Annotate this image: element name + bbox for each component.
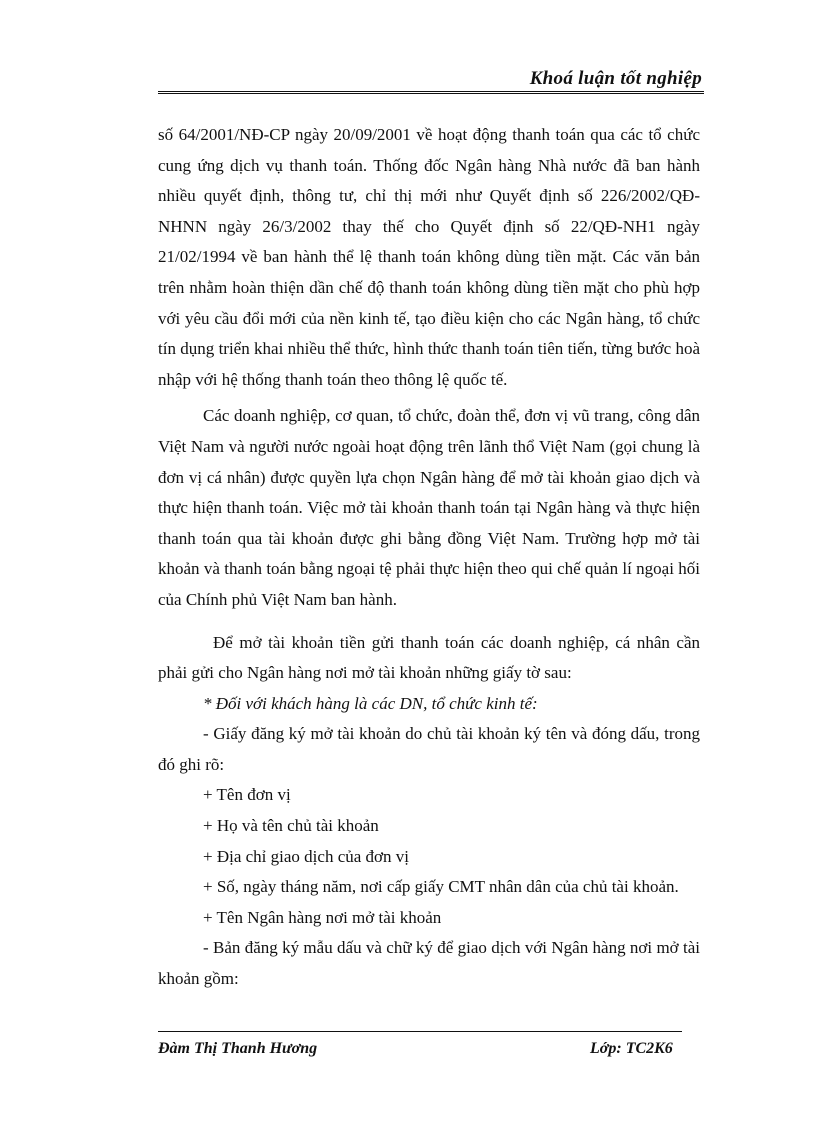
- page-header: [158, 66, 704, 94]
- footer-rule: [158, 1031, 682, 1032]
- document-body: [158, 120, 700, 995]
- paragraph-account-opening-rights: Các doanh nghiệp, cơ quan, tổ chức, đoàn thể, đơn vị vũ trang, công dân Việt Nam và người nước ngoài hoạt động trên lãnh thổ Việt Nam (gọi chung là đơn vị cá nhân) được quyền lựa chọn Ngân hàng để mở tài khoản giao dịch và thực hiện thanh toán. Việc mở tài khoản thanh toán tại Ngân hàng và thực hiện thanh toán qua tài khoản được ghi bằng đồng Việt Nam. Trường hợp mở tài khoản và thanh toán bằng ngoại tệ phải thực hiện theo qui chế quản lí ngoại hối của Chính phủ Việt Nam ban hành.: [158, 406, 700, 609]
- header-rule: [158, 91, 704, 94]
- list-item: + Tên đơn vị: [203, 785, 291, 805]
- paragraph-continuation: số 64/2001/NĐ-CP ngày 20/09/2001 về hoạt động thanh toán qua các tổ chức cung ứng dịch vụ thanh toán. Thống đốc Ngân hàng Nhà nước đã ban hành nhiều quyết định, thông tư, chỉ thị mới như Quyết định số 226/2002/QĐ-NHNN ngày 26/3/2002 thay thế cho Quyết định số 22/QĐ-NH1 ngày 21/02/1994 về ban hành thể lệ thanh toán không dùng tiền mặt. Các văn bản trên nhằm hoàn thiện dần chế độ thanh toán không dùng tiền mặt cho phù hợp với yêu cầu đổi mới của nền kinh tế, tạo điều kiện cho các Ngân hàng, tổ chức tín dụng triển khai nhiều thể thức, hình thức thanh toán tiên tiến, từng bước hoà nhập với hệ thống thanh toán theo thông lệ quốc tế.: [158, 125, 700, 389]
- paragraph-signature-registration: - Bản đăng ký mẫu dấu và chữ ký để giao dịch với Ngân hàng nơi mở tài khoản gồm:: [158, 938, 700, 989]
- subheading-enterprise-customers: * Đối với khách hàng là các DN, tổ chức kinh tế:: [203, 693, 538, 713]
- footer-author: Đàm Thị Thanh Hương: [158, 1040, 318, 1057]
- list-item: + Địa chỉ giao dịch của đơn vị: [203, 846, 409, 866]
- footer-class: Lớp: TC2K6: [590, 1040, 673, 1057]
- list-item: + Số, ngày tháng năm, nơi cấp giấy CMT nhân dân của chủ tài khoản.: [203, 877, 679, 897]
- paragraph-registration-form: - Giấy đăng ký mở tài khoản do chủ tài khoản ký tên và đóng dấu, trong đó ghi rõ:: [158, 724, 700, 774]
- list-item: + Tên Ngân hàng nơi mở tài khoản: [203, 907, 442, 927]
- paragraph-required-documents: Để mở tài khoản tiền gửi thanh toán các doanh nghiệp, cá nhân cần phải gửi cho Ngân hàng nơi mở tài khoản những giấy tờ sau:: [158, 632, 700, 683]
- list-item: + Họ và tên chủ tài khoản: [203, 816, 379, 836]
- header-title: Khoá luận tốt nghiệp: [529, 68, 702, 89]
